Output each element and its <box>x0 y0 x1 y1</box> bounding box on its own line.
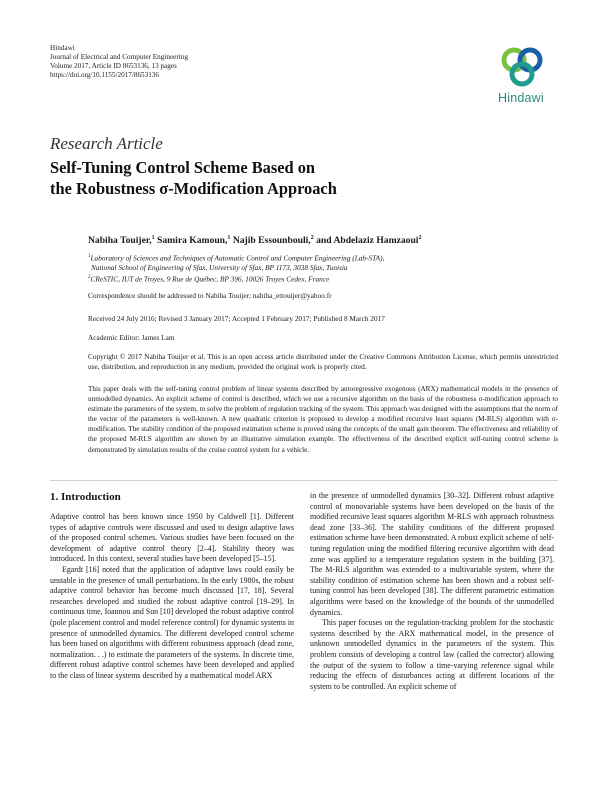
journal-header <box>50 44 188 80</box>
author-name: Abdelaziz Hamzaoui <box>333 235 419 247</box>
publisher-name: Hindawi <box>50 44 75 52</box>
affiliation-1 <box>88 252 558 263</box>
journal-name: Journal of Electrical and Computer Engineering <box>50 53 188 62</box>
affiliation-1-cont <box>88 263 558 273</box>
paragraph: Adaptive control has been known since 1950 by Caldwell [1]. Different types of adaptive controls were discussed and used to design adaptive laws of the proposed control schemes. Various studies have been focused on the development of adaptive control theory [2–4]. Stability theory was introduced. In this context, several studies have been developed [5–15]. <box>50 512 294 564</box>
affiliations <box>88 252 558 285</box>
affil-text: National School of Engineering of Sfax, University of Sfax, BP 1173, 3038 Sfax, Tunisia <box>91 263 348 273</box>
author-list <box>88 235 421 246</box>
doi-link[interactable]: https://doi.org/10.1155/2017/8653136 <box>50 71 160 80</box>
paragraph: This paper focuses on the regulation-tracking problem for the stochastic systems described by the ARX mathematical model, in the presence of unknown unmodelled dynamics in the parameters of the system. This problem consists of developing a control law (called the corrector) allowing the output of the system to follow a time-varying reference signal while reducing the effects of disturbances acting at different locations of the system to be controlled. An explicit scheme of <box>310 618 554 691</box>
affiliation-2 <box>88 273 558 284</box>
title-line-2: the Robustness σ-Modification Approach <box>50 178 337 198</box>
affil-mark: 2 <box>88 275 91 281</box>
paragraph: Egardt [16] noted that the application of adaptive laws could easily be unstable in the presence of small perturbations. In the early 1980s, the robust adaptive control behavior has become much discussed [17, 18]. Several researches developed and studied the robust adaptive control [19–29]. In continuous time, Ioannou and Sun [10] developed the robust adaptive control (pole placement control and model reference control) for dynamic systems in presence of unmodelled dynamics. The different developed control scheme has been based on algorithms with different robustness approach (dead zone, normalization. . .) to estimate the parameters of the systems. In discrete time, different robust adaptive control schemes have been developed and applied to the class of linear systems described by a mathematical model ARX <box>50 564 294 680</box>
author-affil-mark: 2 <box>418 235 422 241</box>
author-affil-mark: 1 <box>151 235 155 241</box>
author-connector: and <box>316 235 332 247</box>
affil-mark: 1 <box>88 254 91 259</box>
author-affil-mark: 2 <box>310 235 314 241</box>
hindawi-rings-icon <box>486 44 558 90</box>
copyright-notice: Copyright © 2017 Nabiha Touijer et al. This is an open access article distributed under the Creative Commons Attribution License, which permits unrestricted use, distribution, and reproduction in any medium, provided the original work is properly cited. <box>88 352 558 371</box>
author-name: Nabiha Touijer, <box>88 235 152 247</box>
academic-editor: Academic Editor: James Lam <box>88 333 175 342</box>
abstract: This paper deals with the self-tuning control problem of linear systems described by autoregressive exogenous (ARX) mathematical models in the presence of unmodelled dynamics. An explicit scheme of control is described, which we use a recursive algorithm on the basis of the robustness σ-modification approach to estimate the parameters of the system, to solve the problem of regulation tracking of the system. This approach was designed with the assumptions that the norm of the vector of the parameters is well-known. A new quadratic criterion is proposed to develop a modified recursive least squares (M-RLS) algorithm with σ-modification. The stability condition of the proposed estimation scheme is proved using the concepts of the small gain theorem. The effectiveness and reliability of the proposed M-RLS algorithm are shown by an illustrative simulation example. The effectiveness of the described explicit self-tuning control scheme is demonstrated by simulation results of the cruise control system for a vehicle. <box>88 385 558 454</box>
article-type: Research Article <box>50 134 163 153</box>
affil-text: CReSTIC, IUT de Troyes, 9 Rue de Québec, BP 396, 10026 Troyes Cedex, France <box>90 274 330 284</box>
section-divider <box>50 480 558 481</box>
left-column <box>50 512 294 682</box>
right-column <box>310 491 554 692</box>
correspondence: Correspondence should be addressed to Nabiha Touijer; nabiha_ettouijer@yahoo.fr <box>88 291 332 300</box>
author-affil-mark: 1 <box>227 235 231 241</box>
author-name: Samira Kamoun, <box>157 235 228 247</box>
article-title <box>50 158 470 199</box>
author-name: Najib Essounbouli, <box>232 235 311 247</box>
section-heading: 1. Introduction <box>50 491 121 503</box>
affil-text: Laboratory of Sciences and Techniques of Automatic Control and Computer Engineering (Lab-STA), <box>90 253 385 263</box>
logo-text: Hindawi <box>498 91 544 105</box>
paragraph: in the presence of unmodelled dynamics [30–32]. Different robust adaptive control of monovariable systems have been developed on the basis of the modified recursive least squares algorithm M-RLS with approach robustness dead zone [33–36]. The stability conditions of the different proposed estimation scheme have been demonstrated. A robust explicit scheme of self-tuning regulation using the modified filtering recursive algorithm with dead zone was applied to a temperature regulation system in the building [37]. The M-RLS algorithm was extended to a multivariable system, where the stability condition of estimation scheme has been shown and a robust self-tuning control has been developed [38]. The different parametric estimation algorithms were based on the knowledge of the bounds of the unmodelled dynamics. <box>310 491 554 617</box>
hindawi-logo <box>486 44 558 106</box>
publication-dates: Received 24 July 2016; Revised 3 January 2017; Accepted 1 February 2017; Published 8 March 2017 <box>88 314 385 323</box>
title-line-1: Self-Tuning Control Scheme Based on <box>50 158 316 177</box>
volume-info: Volume 2017, Article ID 8653136, 13 pages <box>50 62 177 71</box>
